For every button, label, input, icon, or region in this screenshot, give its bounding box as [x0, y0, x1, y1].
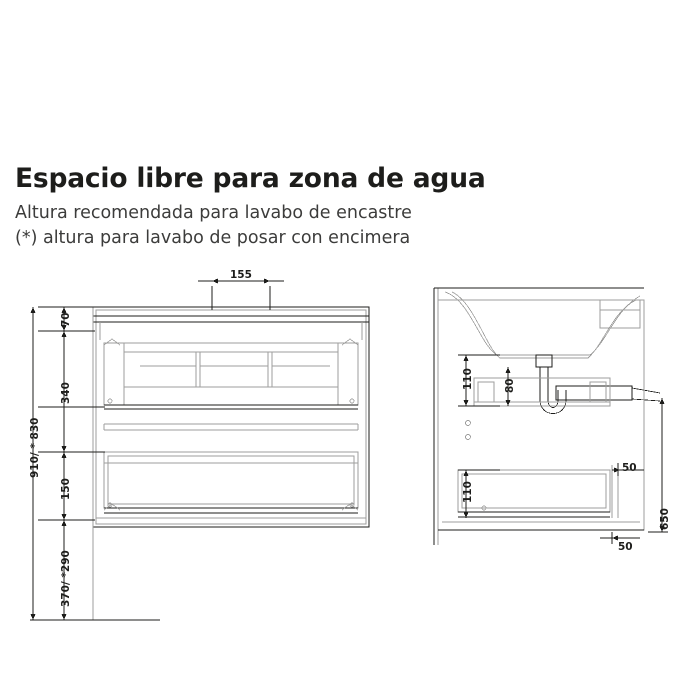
dim-side-w2: 50: [618, 541, 633, 553]
dim-front-total: 910/ * 830: [29, 417, 41, 478]
dim-side-total: 650: [659, 508, 671, 530]
dim-front-top-width: 155: [230, 269, 252, 281]
dim-side-h1: 110: [462, 368, 474, 390]
page-subtitle-2: (*) altura para lavabo de posar con encimera: [15, 228, 411, 248]
page-subtitle-1: Altura recomendada para lavabo de encastre: [15, 203, 412, 223]
dim-side-w1: 50: [622, 462, 637, 474]
dim-side-h2: 80: [504, 378, 516, 393]
dim-front-h1: 70: [60, 312, 72, 327]
dim-front-h2: 340: [60, 382, 72, 404]
dim-side-h3: 110: [462, 481, 474, 503]
dim-front-floor: 370/ *290: [60, 550, 72, 607]
dim-front-h3: 150: [60, 478, 72, 500]
page-title: Espacio libre para zona de agua: [15, 163, 486, 194]
